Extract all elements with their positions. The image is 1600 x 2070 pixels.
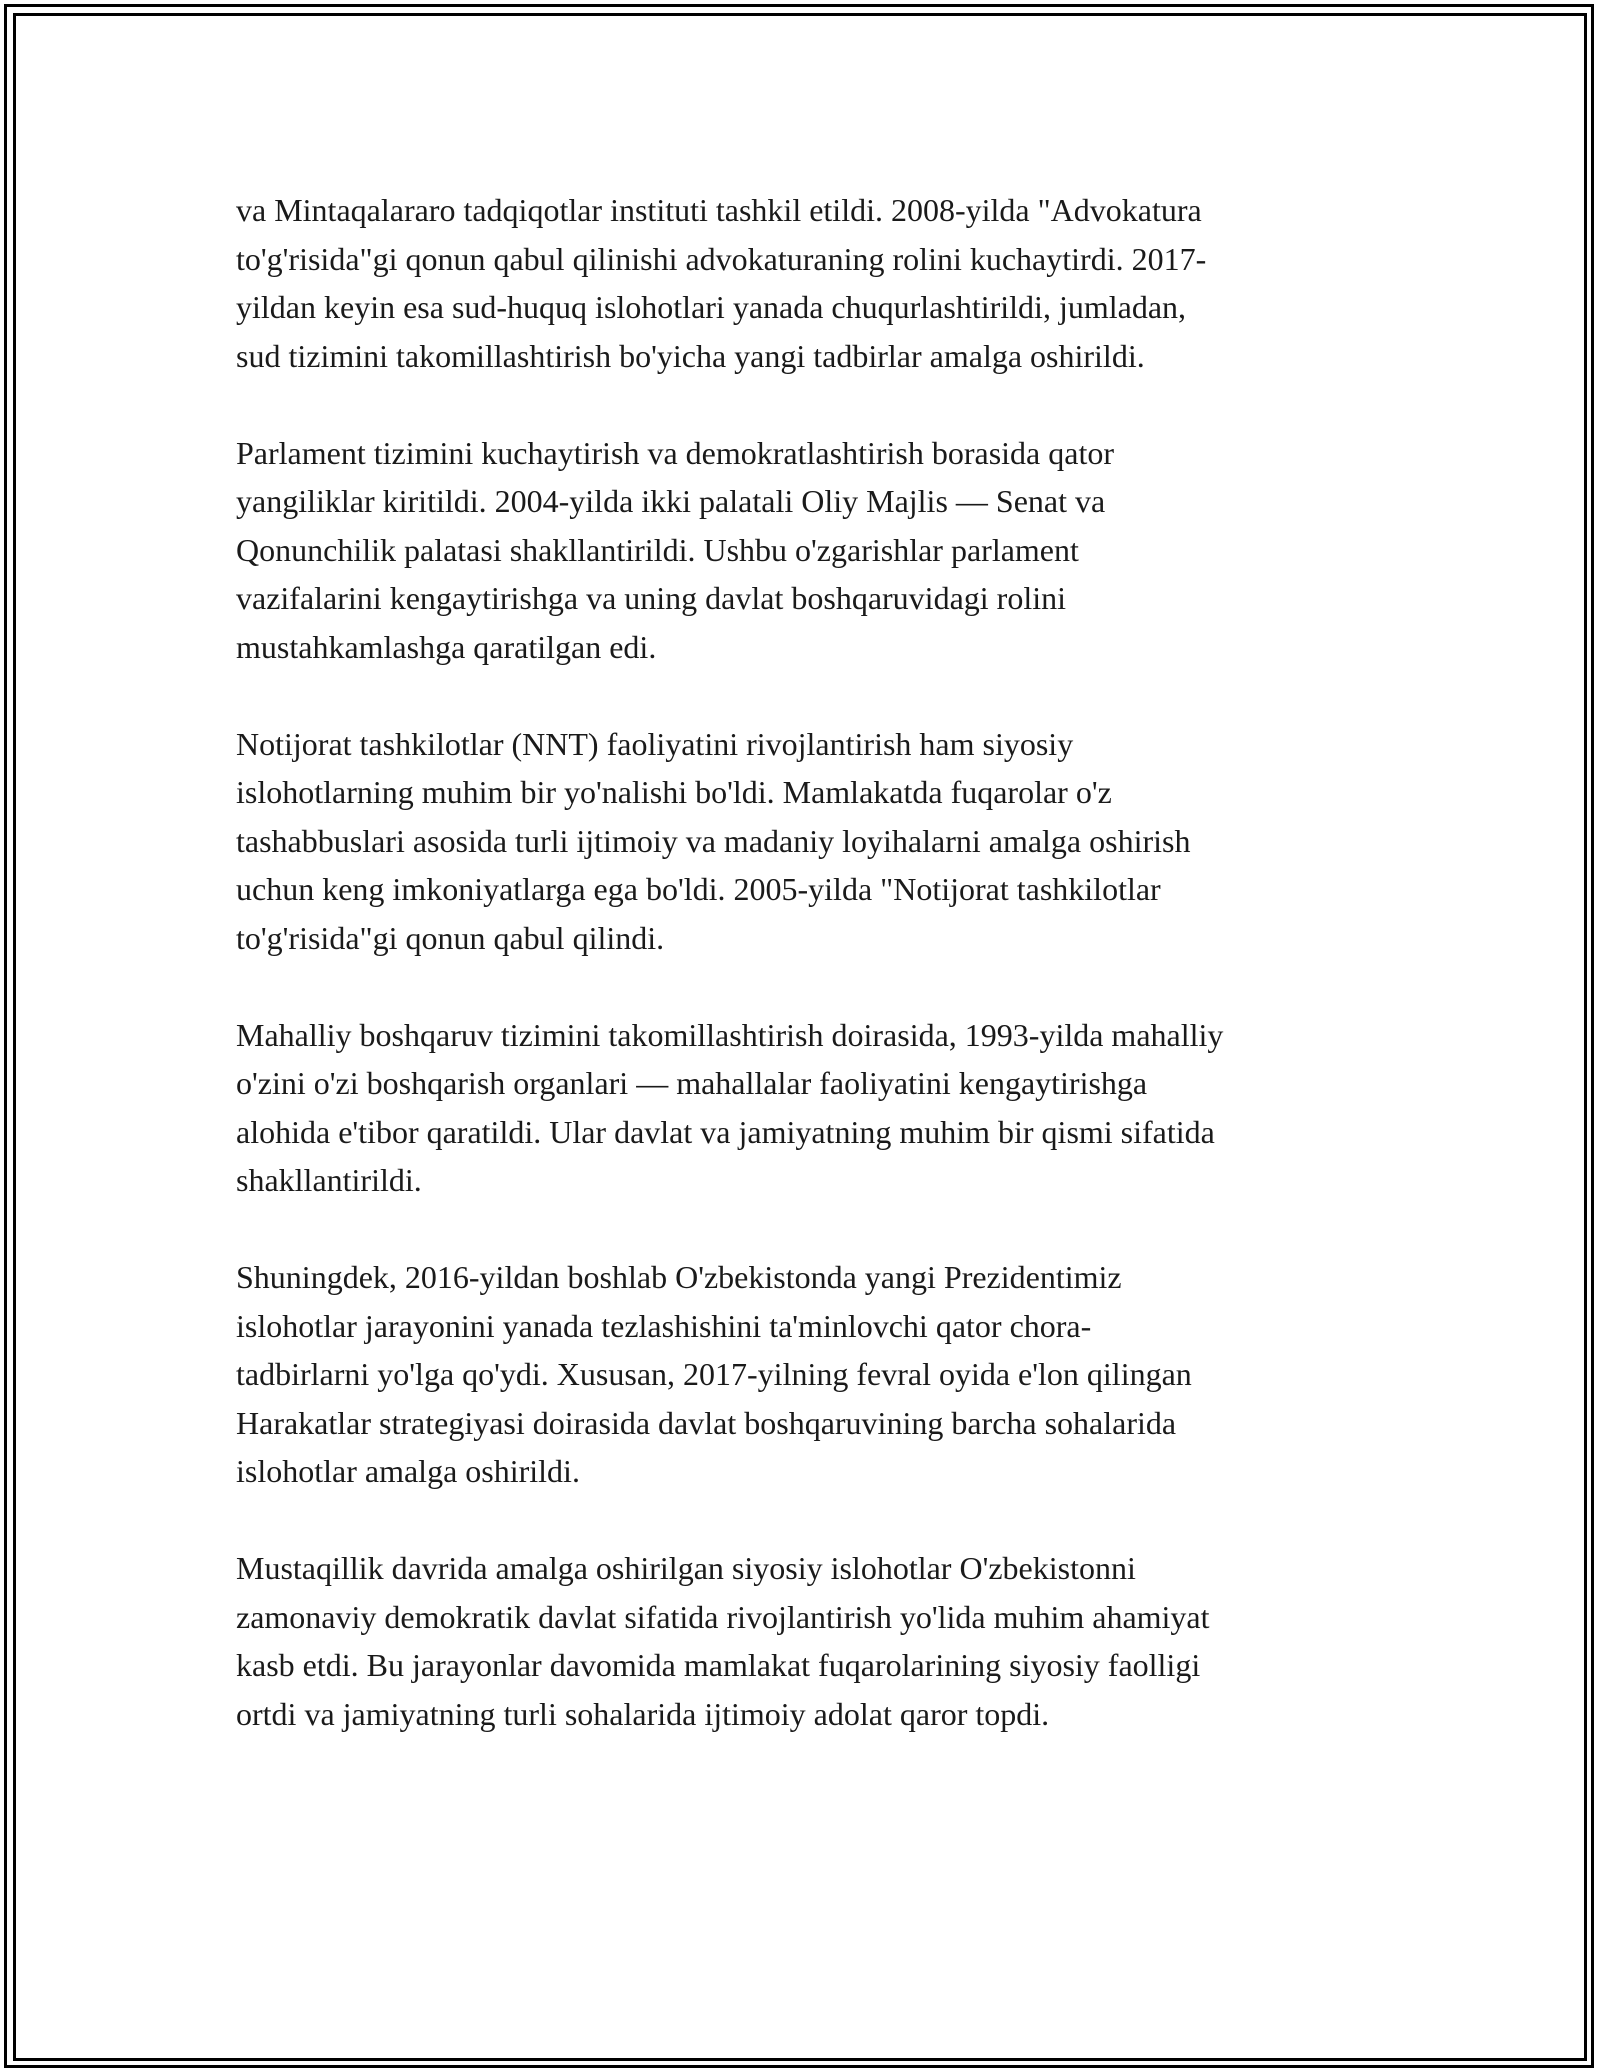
paragraph-2	[236, 429, 1386, 672]
text-line: va Mintaqalararo tadqiqotlar instituti tashkil etildi. 2008-yilda "Advokatura	[236, 192, 1202, 228]
text-line: o'zini o'zi boshqarish organlari — mahallalar faoliyatini kengaytirishga	[236, 1065, 1148, 1101]
text-line: yangiliklar kiritildi. 2004-yilda ikki palatali Oliy Majlis — Senat va	[236, 483, 1106, 519]
text-line: vazifalarini kengaytirishga va uning davlat boshqaruvidagi rolini	[236, 580, 1066, 616]
text-line: ortdi va jamiyatning turli sohalarida ijtimoiy adolat qaror topdi.	[236, 1695, 1050, 1732]
text-line: Harakatlar strategiyasi doirasida davlat boshqaruvining barcha sohalarida	[236, 1404, 1177, 1441]
text-line: Mustaqillik davrida amalga oshirilgan siyosiy islohotlar O'zbekistonni	[236, 1550, 1136, 1586]
text-line: uchun keng imkoniyatlarga ega bo'ldi. 2005-yilda "Notijorat tashkilotlar	[236, 871, 1161, 907]
text-line: shakllantirildi.	[236, 1162, 422, 1198]
paragraph-5	[236, 1253, 1386, 1496]
text-line: zamonaviy demokratik davlat sifatida rivojlantirish yo'lida muhim ahamiyat	[236, 1598, 1210, 1635]
text-line: Mahalliy boshqaruv tizimini takomillashtirish doirasida, 1993-yilda mahalliy	[236, 1016, 1224, 1053]
paragraph-6	[236, 1544, 1386, 1738]
text-line: islohotlar jarayonini yanada tezlashishini ta'minlovchi qator chora-	[236, 1307, 1092, 1344]
text-line: tadbirlarni yo'lga qo'ydi. Xususan, 2017-yilning fevral oyida e'lon qilingan	[236, 1356, 1192, 1392]
text-line: to'g'risida"gi qonun qabul qilinishi advokaturaning rolini kuchaytirdi. 2017-	[236, 240, 1207, 277]
text-line: sud tizimini takomillashtirish bo'yicha yangi tadbirlar amalga oshirildi.	[236, 337, 1145, 374]
text-line: kasb etdi. Bu jarayonlar davomida mamlakat fuqarolarining siyosiy faolligi	[236, 1647, 1201, 1683]
document-body	[236, 186, 1386, 1787]
text-line: islohotlarning muhim bir yo'nalishi bo'ldi. Mamlakatda fuqarolar o'z	[236, 774, 1112, 810]
text-line: Parlament tizimini kuchaytirish va demokratlashtirish borasida qator	[236, 434, 1114, 471]
paragraph-4	[236, 1011, 1386, 1205]
text-line: Notijorat tashkilotlar (NNT) faoliyatini rivojlantirish ham siyosiy	[236, 725, 1074, 762]
text-line: to'g'risida"gi qonun qabul qilindi.	[236, 919, 665, 956]
paragraph-3	[236, 720, 1386, 963]
paragraph-1	[236, 186, 1386, 380]
text-line: yildan keyin esa sud-huquq islohotlari yanada chuqurlashtirildi, jumladan,	[236, 289, 1187, 325]
text-line: Qonunchilik palatasi shakllantirildi. Ushbu o'zgarishlar parlament	[236, 531, 1079, 568]
text-line: alohida e'tibor qaratildi. Ular davlat va jamiyatning muhim bir qismi sifatida	[236, 1113, 1215, 1150]
text-line: mustahkamlashga qaratilgan edi.	[236, 628, 657, 665]
text-line: Shuningdek, 2016-yildan boshlab O'zbekistonda yangi Prezidentimiz	[236, 1259, 1122, 1295]
text-line: tashabbuslari asosida turli ijtimoiy va madaniy loyihalarni amalga oshirish	[236, 822, 1191, 859]
text-line: islohotlar amalga oshirildi.	[236, 1453, 580, 1489]
